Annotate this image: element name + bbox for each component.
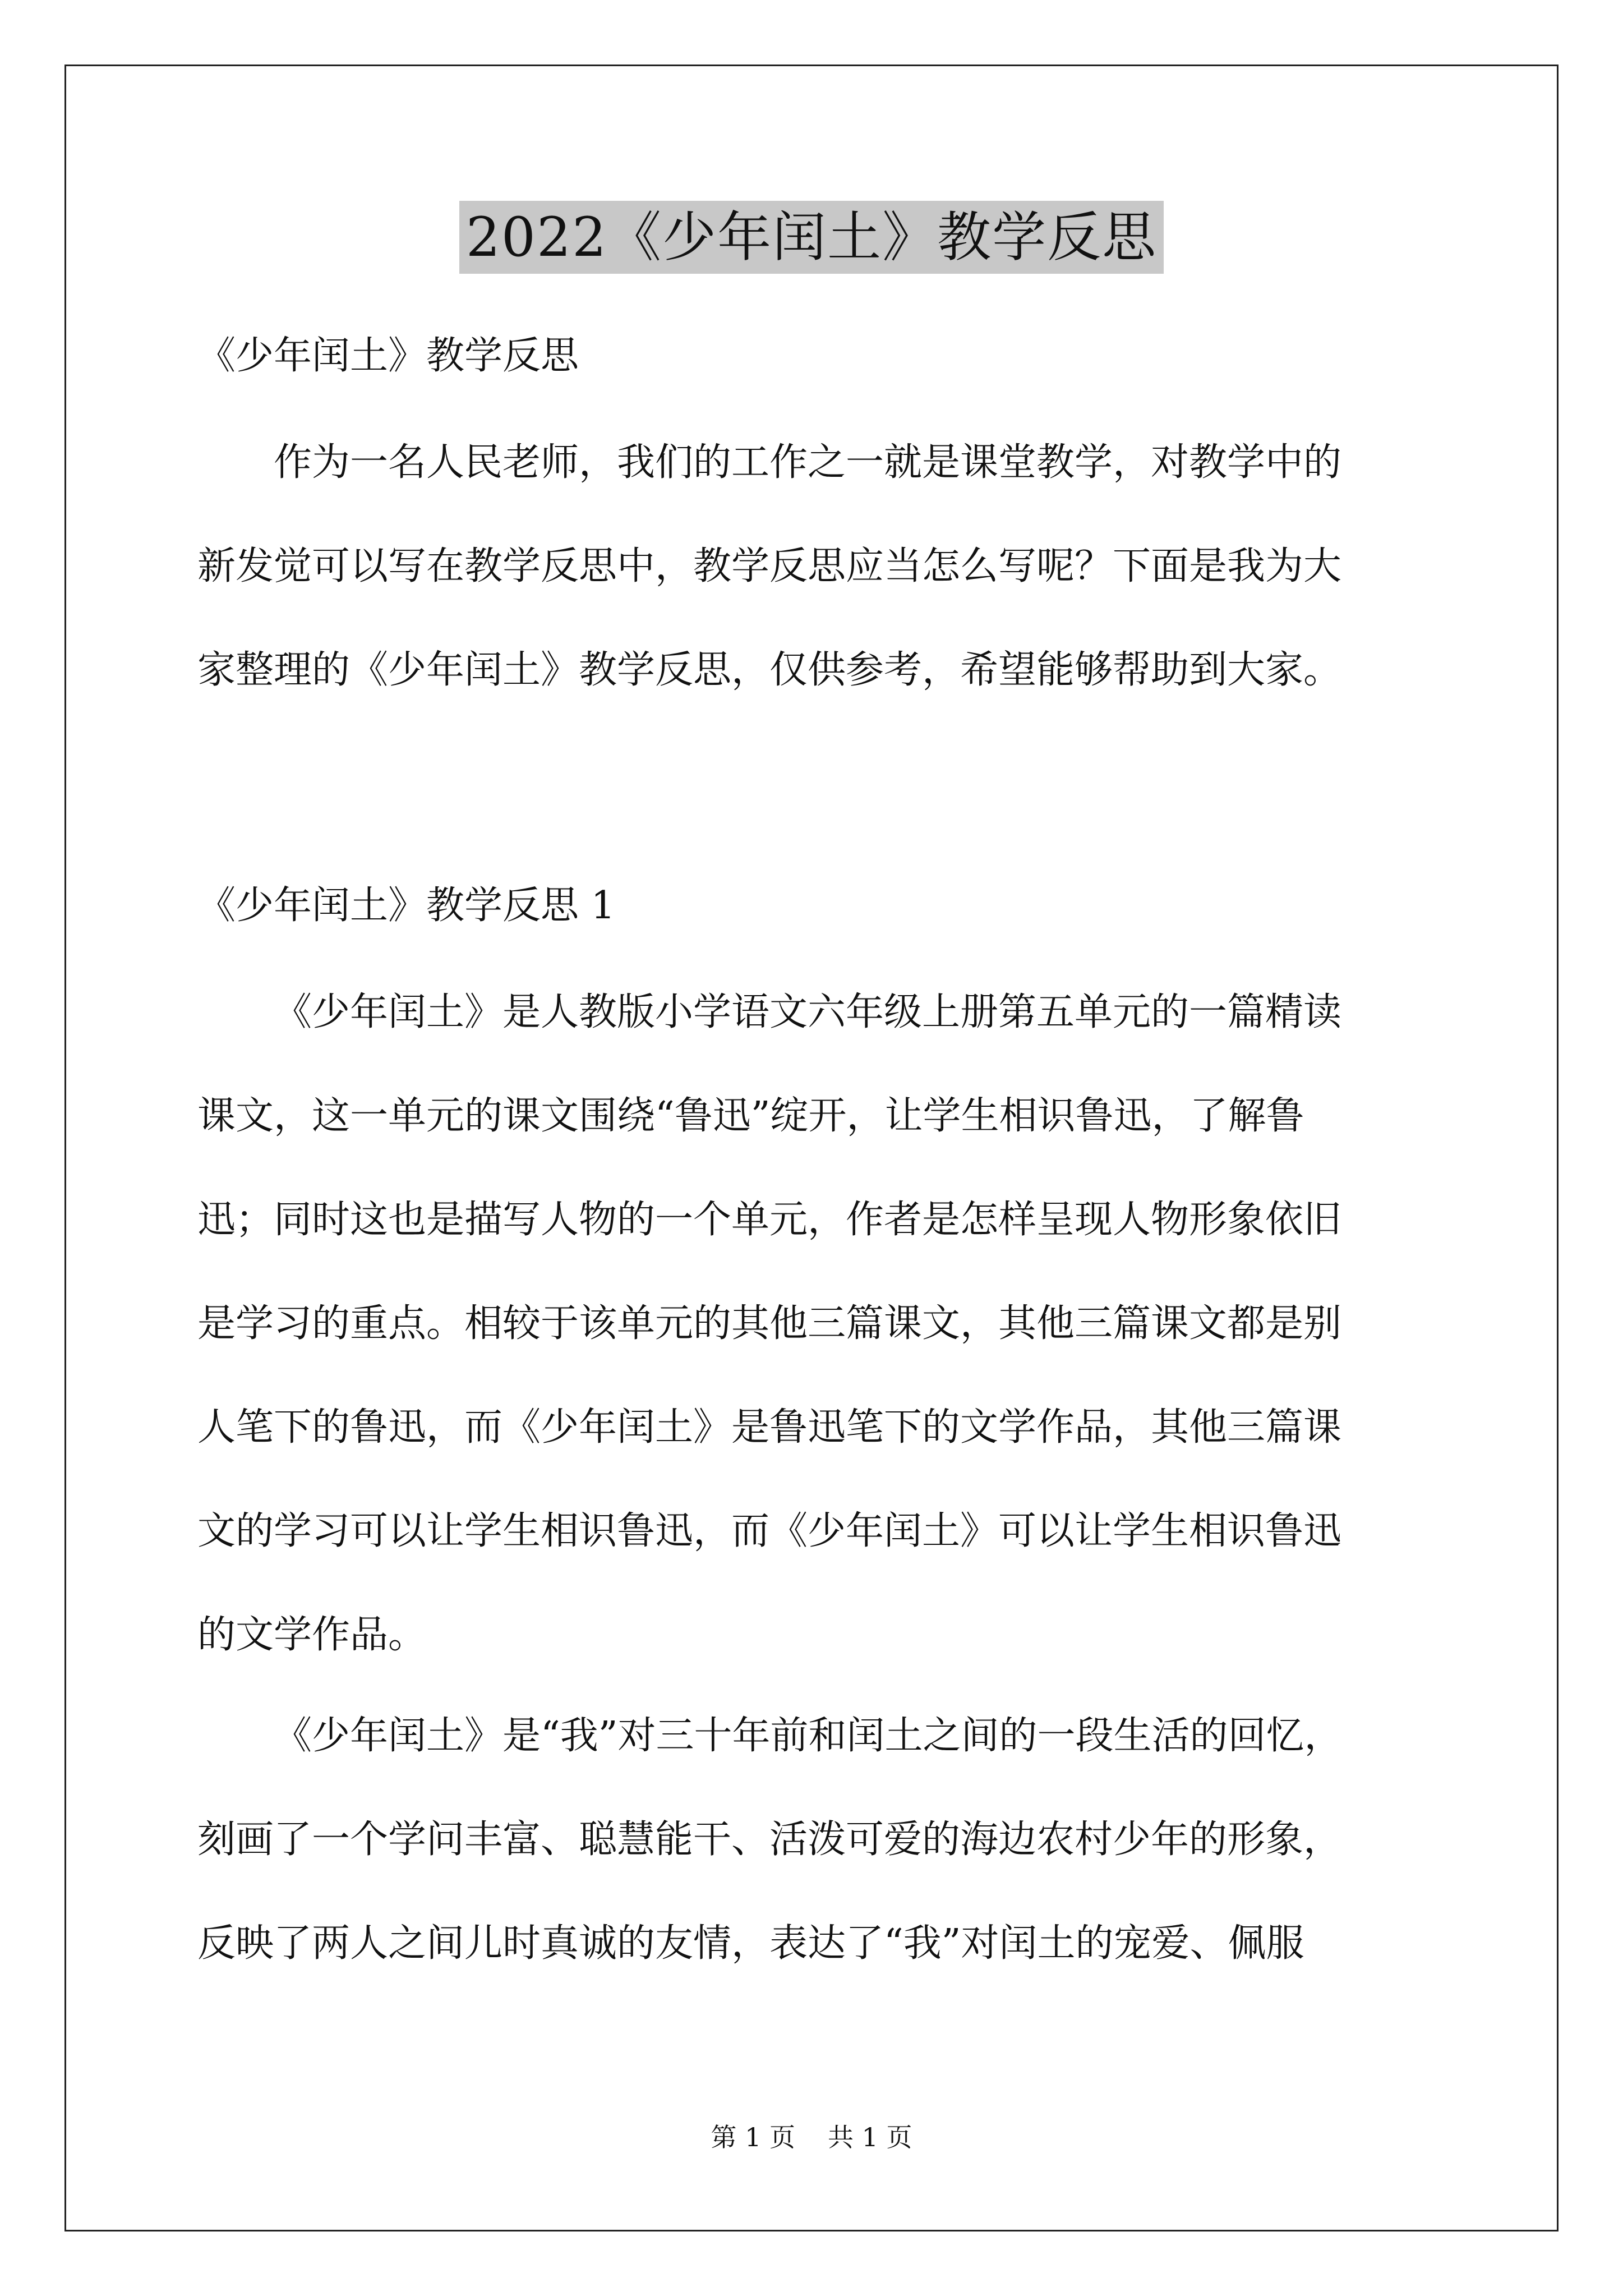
intro-line: 新发觉可以写在教学反思中，教学反思应当怎么写呢？下面是我为大 [197, 544, 1342, 588]
paragraph-line: 迅；同时这也是描写人物的一个单元，作者是怎样呈现人物形象依旧 [197, 1198, 1342, 1242]
paragraph-line: 人笔下的鲁迅，而《少年闰土》是鲁迅笔下的文学作品，其他三篇课 [197, 1405, 1342, 1450]
document-title: 2022《少年闰土》教学反思 [459, 201, 1164, 274]
page-number-current: 第 1 页 [711, 2122, 795, 2152]
title-container [0, 201, 1623, 274]
paragraph-one [197, 990, 1341, 1658]
section-heading-main: 《少年闰土》教学反思 [197, 334, 579, 378]
intro-line: 作为一名人民老师，我们的工作之一就是课堂教学，对教学中的 [274, 440, 1342, 485]
page-number-total: 共 1 页 [828, 2122, 912, 2152]
paragraph-two [197, 1714, 1343, 1966]
paragraph-line: 文的学习可以让学生相识鲁迅，而《少年闰土》可以让学生相识鲁迅 [197, 1509, 1342, 1553]
paragraph-line: 《少年闰土》是“我”对三十年前和闰土之间的一段生活的回忆， [274, 1714, 1343, 1758]
paragraph-line: 反映了两人之间儿时真诚的友情，表达了“我”对闰土的宠爱、佩服 [197, 1921, 1304, 1966]
paragraph-line: 《少年闰土》是人教版小学语文六年级上册第五单元的一篇精读 [274, 990, 1342, 1034]
paragraph-line: 课文，这一单元的课文围绕“鲁迅”绽开，让学生相识鲁迅，了解鲁 [197, 1094, 1304, 1138]
section-heading-one: 《少年闰土》教学反思 1 [197, 884, 615, 928]
intro-line: 家整理的《少年闰土》教学反思，仅供参考，希望能够帮助到大家。 [197, 648, 1342, 692]
paragraph-line: 刻画了一个学问丰富、聪慧能干、活泼可爱的海边农村少年的形象， [197, 1818, 1342, 1862]
paragraph-line: 的文学作品。 [197, 1613, 427, 1657]
paragraph-line: 是学习的重点。相较于该单元的其他三篇课文，其他三篇课文都是别 [197, 1301, 1342, 1346]
intro-paragraph [197, 440, 1341, 693]
page-footer [0, 2122, 1623, 2153]
